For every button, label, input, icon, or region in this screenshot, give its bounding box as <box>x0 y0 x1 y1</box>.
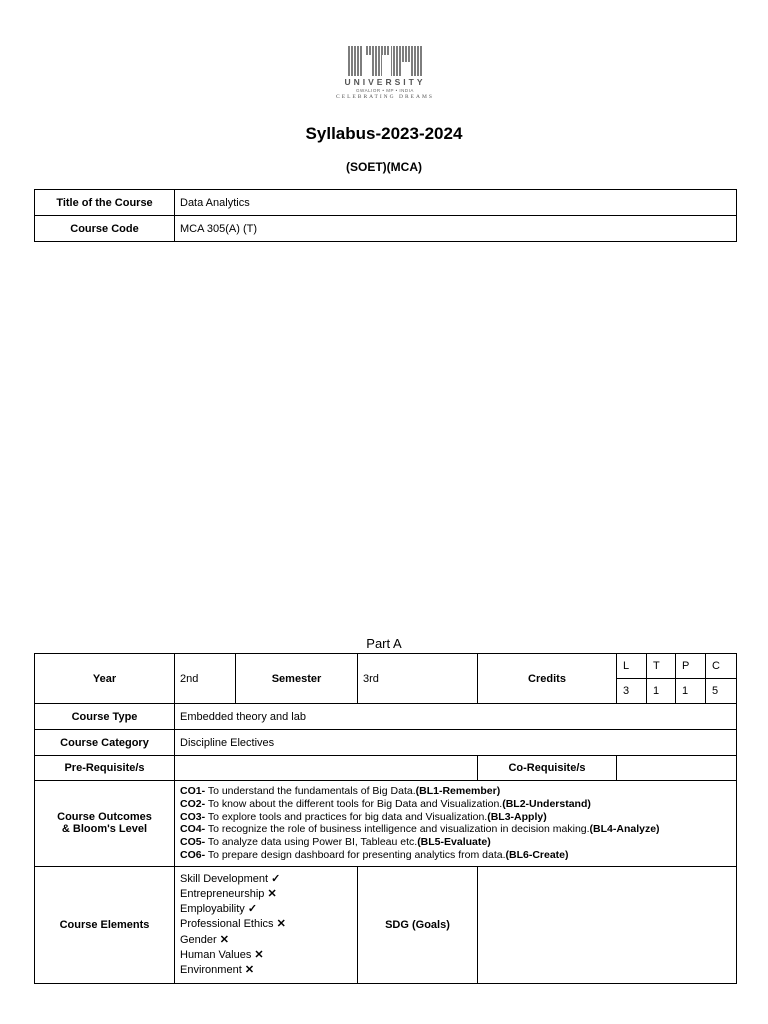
itm-logo-mark <box>345 46 425 76</box>
course-category-value: Discipline Electives <box>175 730 737 756</box>
list-item: Professional Ethics ✕ <box>180 918 286 931</box>
ltpc-value-t: 1 <box>647 679 676 704</box>
list-item: Environment ✕ <box>180 964 255 976</box>
course-type-label: Course Type <box>35 704 175 730</box>
coreq-label: Co-Requisite/s <box>478 756 617 781</box>
ltpc-value-p: 1 <box>676 679 706 704</box>
ltpc-value-l: 3 <box>617 679 647 704</box>
cross-icon: ✕ <box>276 918 286 931</box>
coreq-value <box>617 756 737 781</box>
logo-university-text: UNIVERSITY <box>344 77 426 87</box>
sdg-value <box>478 866 737 983</box>
list-item: Employability ✓ <box>180 903 258 916</box>
outcomes-label-line-2: & Bloom's Level <box>61 823 148 836</box>
semester-label: Semester <box>236 654 358 704</box>
list-item: CO4- To recognize the role of business intelligence and visualization in decision making.(BL4-Analyze) <box>180 823 660 836</box>
list-item: Gender ✕ <box>180 933 229 946</box>
prereq-label: Pre-Requisite/s <box>35 756 175 781</box>
table-row <box>35 704 737 730</box>
part-a-table <box>34 653 737 984</box>
list-item: Human Values ✕ <box>180 948 264 961</box>
check-icon: ✓ <box>271 872 281 885</box>
course-category-label: Course Category <box>35 730 175 756</box>
ltpc-header-l: L <box>617 654 647 679</box>
university-logo <box>330 46 440 108</box>
list-item: CO2- To know about the different tools for Big Data and Visualization.(BL2-Understand) <box>180 797 591 810</box>
outcomes-list <box>175 781 737 867</box>
list-item: CO1- To understand the fundamentals of Big Data.(BL1-Remember) <box>180 785 501 797</box>
course-title-value: Data Analytics <box>175 190 737 216</box>
part-a-heading: Part A <box>366 636 402 651</box>
cross-icon: ✕ <box>254 948 264 961</box>
course-code-label: Course Code <box>35 216 175 242</box>
semester-value: 3rd <box>358 654 478 704</box>
logo-tagline: CELEBRATING DREAMS <box>336 94 434 100</box>
page-title: Syllabus-2023-2024 <box>305 124 463 143</box>
ltpc-value-c: 5 <box>706 679 737 704</box>
course-elements-list <box>175 866 358 983</box>
list-item: Skill Development ✓ <box>180 872 281 885</box>
course-title-label: Title of the Course <box>35 190 175 216</box>
cross-icon: ✕ <box>219 933 229 946</box>
table-row <box>35 190 737 216</box>
list-item: Entrepreneurship ✕ <box>180 887 277 900</box>
course-elements-label: Course Elements <box>35 866 175 983</box>
course-type-value: Embedded theory and lab <box>175 704 737 730</box>
outcomes-label <box>35 781 175 867</box>
page-subtitle: (SOET)(MCA) <box>346 160 422 174</box>
table-row <box>35 216 737 242</box>
course-code-value: MCA 305(A) (T) <box>175 216 737 242</box>
cross-icon: ✕ <box>267 887 277 900</box>
list-item: CO3- To explore tools and practices for big data and Visualization.(BL3-Apply) <box>180 810 547 823</box>
table-row <box>35 730 737 756</box>
prereq-value <box>175 756 478 781</box>
ltpc-header-t: T <box>647 654 676 679</box>
table-row <box>35 866 737 983</box>
table-row <box>35 756 737 781</box>
logo-location-text: GWALIOR • MP • INDIA <box>356 88 414 93</box>
outcomes-label-line-1: Course Outcomes <box>57 811 152 824</box>
year-value: 2nd <box>175 654 236 704</box>
ltpc-header-p: P <box>676 654 706 679</box>
credits-label: Credits <box>478 654 617 704</box>
sdg-label: SDG (Goals) <box>358 866 478 983</box>
cross-icon: ✕ <box>244 964 255 976</box>
table-row <box>35 654 737 679</box>
ltpc-header-c: C <box>706 654 737 679</box>
list-item: CO6- To prepare design dashboard for presenting analytics from data.(BL6-Create) <box>180 848 569 861</box>
course-info-table <box>34 189 737 242</box>
year-label: Year <box>35 654 175 704</box>
check-icon: ✓ <box>247 903 258 916</box>
list-item: CO5- To analyze data using Power BI, Tableau etc.(BL5-Evaluate) <box>180 836 491 849</box>
table-row <box>35 781 737 867</box>
